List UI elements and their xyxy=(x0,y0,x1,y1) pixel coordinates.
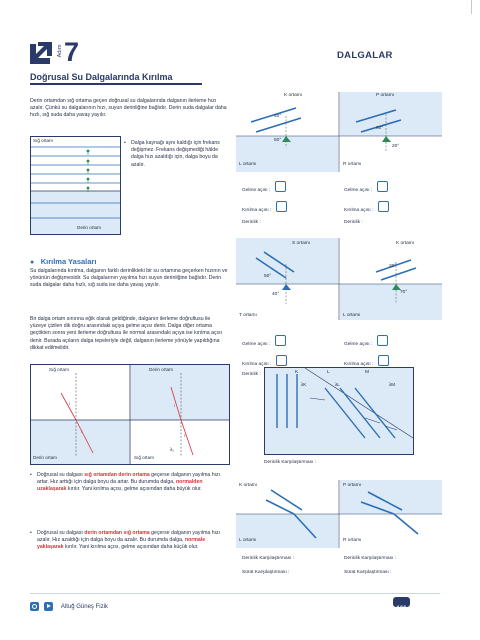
bullet-deep-to-shallow xyxy=(30,530,228,552)
q2-gelme-input-a[interactable] xyxy=(275,335,286,346)
q1-gelme-label-a: Gelme açısı : xyxy=(242,188,271,193)
q4-l-label: L ortamı xyxy=(239,538,257,543)
q3-m-label: M xyxy=(365,370,369,375)
bullet-2-pre: Doğrusal su dalgası xyxy=(37,530,85,536)
bullet-shallow-to-deep xyxy=(30,472,228,494)
bullet-1-highlight-2: normalden uzaklaşarak xyxy=(37,479,203,493)
q1-figure xyxy=(236,92,442,172)
q4-r-label: R ortamı xyxy=(343,538,362,543)
q2-derinlik-a: Derinlik : xyxy=(242,372,261,377)
q1-kirilma-input-a[interactable] xyxy=(276,201,287,212)
refr-r-label: r xyxy=(81,429,83,434)
instagram-icon[interactable] xyxy=(30,602,39,611)
q2-s-label: S ortamı xyxy=(292,241,311,246)
q4-depth-b: Derinlik Karşılaştırması : xyxy=(344,556,396,561)
bullet-dot: • xyxy=(124,140,126,146)
q2-figure xyxy=(236,238,442,320)
step-arrow-icon xyxy=(30,42,54,66)
q1-gelme-input-b[interactable] xyxy=(377,181,388,192)
step-logo xyxy=(30,37,100,70)
bullet-2-mid: geçerse dalganın yayılma hızı azalır. Hız azaldığı için dalga boyu da azalır. Bu durumda dalga, xyxy=(37,530,221,544)
q1-l-label: L ortamı xyxy=(239,162,257,167)
q3-lm-label: λM xyxy=(389,382,396,387)
youtube-icon[interactable] xyxy=(44,602,53,611)
q1-derinlik-a: Derinlik : xyxy=(242,220,261,225)
bullet-2-highlight-2: normale yaklaşarak xyxy=(37,537,206,551)
q2-kirilma-input-a[interactable] xyxy=(276,355,287,366)
title-underline xyxy=(30,83,202,85)
q3-lk-label: λK xyxy=(301,382,307,387)
bullet-1-pre: Doğrusal su dalgası xyxy=(37,472,85,478)
q3-l-label: L xyxy=(327,370,330,375)
bullet-1-post: kırılır. Yani kırılma açısı, gelme açısından daha büyük olur. xyxy=(66,486,202,493)
q2-a70-label: 70° xyxy=(400,290,408,295)
q1-a20-label: 20° xyxy=(392,144,400,149)
page-number: 166 xyxy=(396,606,407,612)
q2-a50-label: 50° xyxy=(264,274,272,279)
bullet-dot: • xyxy=(30,530,32,536)
section-title: DALGALAR xyxy=(337,50,393,61)
q2-gelme-label-a: Gelme açısı : xyxy=(242,342,271,347)
adim-label: Adım xyxy=(57,44,63,58)
refr-r2-label: r xyxy=(184,433,186,438)
q2-l-label: L ortamı xyxy=(343,313,361,318)
q3-figure xyxy=(264,367,414,455)
q3-ll-label: λL xyxy=(335,382,340,387)
laws-heading: Kırılma Yasaları xyxy=(40,257,97,266)
q4-depth-a: Derinlik Karşılaştırması : xyxy=(242,556,294,561)
q1-kirilma-label-a: Kırılma açısı : xyxy=(242,208,272,213)
refr-deep-a-label: Derin ortam xyxy=(149,367,173,372)
wave-tank-figure xyxy=(30,136,121,235)
laws-heading-row xyxy=(30,251,96,269)
q2-a40-label: 40° xyxy=(272,292,280,297)
q3-k-label: K xyxy=(295,370,299,375)
refr-i-label: i xyxy=(69,401,71,406)
q1-a40-label: 40° xyxy=(274,114,282,119)
tank-shallow-label: Sığ ortam xyxy=(33,138,53,143)
q1-kirilma-label-b: Kırılma açısı : xyxy=(344,208,374,213)
q1-p-label: P ortamı xyxy=(376,93,395,98)
page-title: Doğrusal Su Dalgalarında Kırılma xyxy=(30,72,173,82)
laws-paragraph-1: Su dalgalarında kırılma, dalganın farklı derinlikteki bir su ortamına geçerken hızının ve yönünün değişmesidir. Su dalgalarının yayılma hızı suyun derinliğine bağlıdır. Derin suda dalgalar daha hızlı, sığ suda ise daha yavaş yayılır. xyxy=(30,268,228,289)
q2-kirilma-input-b[interactable] xyxy=(378,355,389,366)
q1-derinlik-b: Derinlik : xyxy=(344,220,363,225)
tank-bullet-text: Dalga kaynağı aynı kaldığı için frekans değişmez. Frekans değişmediği hâlde dalga hızı azaldığı için, dalga boyu da azalır. xyxy=(131,140,220,168)
q1-gelme-input-a[interactable] xyxy=(275,181,286,192)
q2-gelme-input-b[interactable] xyxy=(377,335,388,346)
q2-a20-label: 20° xyxy=(389,264,397,269)
refr-deep-b-label: Derin ortam xyxy=(33,455,57,460)
q4-figure xyxy=(236,480,442,548)
q4-p-label: P ortamı xyxy=(343,483,362,488)
q2-gelme-label-b: Gelme açısı : xyxy=(344,342,373,347)
bullet-1-mid: geçerse dalganın yayılma hızı artar. Hız arttığı için dalga boyu da artar. Bu durumda dalga, xyxy=(37,472,221,486)
q1-gelme-label-b: Gelme açısı : xyxy=(344,188,373,193)
page-edge-mark xyxy=(471,0,472,14)
tank-deep-label: Derin ortam xyxy=(77,225,101,230)
laws-bullet-icon: ● xyxy=(30,259,35,266)
q1-a50-label: 50° xyxy=(274,138,282,143)
q2-k-label: K ortamı xyxy=(396,241,415,246)
q1-k-label: K ortamı xyxy=(284,93,303,98)
q4-speed-b: Sürat Karşılaştırması : xyxy=(344,570,392,575)
q1-a60-label: 60° xyxy=(376,126,384,131)
footer-brand xyxy=(30,598,108,616)
refraction-figure xyxy=(30,364,230,465)
refr-shallow-b-label: Sığ ortam xyxy=(134,455,154,460)
q2-kirilma-label-a: Kırılma açısı : xyxy=(242,362,272,367)
q3-depth-comparison: Derinlik Karşılaştırması : xyxy=(264,460,316,465)
footer-rule xyxy=(30,593,440,594)
refr-l1-label: λ₁ xyxy=(170,447,174,452)
bullet-1-highlight: sığ ortamdan derin ortama xyxy=(84,472,150,478)
q2-kirilma-label-b: Kırılma açısı : xyxy=(344,362,374,367)
bullet-2-post: kırılır. Yani kırılma açısı, gelme açısından daha küçük olur. xyxy=(63,544,199,551)
adim-number: 7 xyxy=(64,37,80,67)
laws-paragraph-2: Bir dalga ortam sınırına eğik olarak geldiğinde, dalganın ilerleme doğrultusu ile yüzeye çizilen dik doğru arasındaki açıya gelme açısı denir. Dalga diğer ortama geçtikten sonra yeni ilerleme doğrultusu ile normal arasındaki açıya ise kırılma açısı denir. Burada açıların dalga tepeleriyle değil, dalganın ilerleme yönüyle yapıldığına dikkat edilmelidir. xyxy=(30,316,223,351)
bullet-dot: • xyxy=(30,472,32,478)
q4-speed-a: Sürat Karşılaştırması : xyxy=(242,570,290,575)
bullet-2-highlight: derin ortamdan sığ ortama xyxy=(84,530,150,536)
refr-i2-label: i xyxy=(174,403,176,408)
q2-t-label: T ortamı xyxy=(239,313,257,318)
q1-kirilma-input-b[interactable] xyxy=(378,201,389,212)
q4-k-label: K ortamı xyxy=(239,483,258,488)
page-number-badge xyxy=(393,597,410,612)
footer-brand-text: Altuğ Güneş Fizik xyxy=(60,603,108,610)
intro-paragraph: Derin ortamdan sığ ortama geçen doğrusal su dalgalarında dalganın ilerleme hızı azalır. Çünkü su dalgalarının hızı, suyun derinliğine bağlıdır. Derin suda dalgalar daha hızlı, sığ suda daha yavaş yayılır. xyxy=(30,98,227,119)
q1-r-label: R ortamı xyxy=(343,162,362,167)
tank-bullet xyxy=(124,140,224,169)
refr-shallow-a-label: Sığ ortam xyxy=(49,367,69,372)
